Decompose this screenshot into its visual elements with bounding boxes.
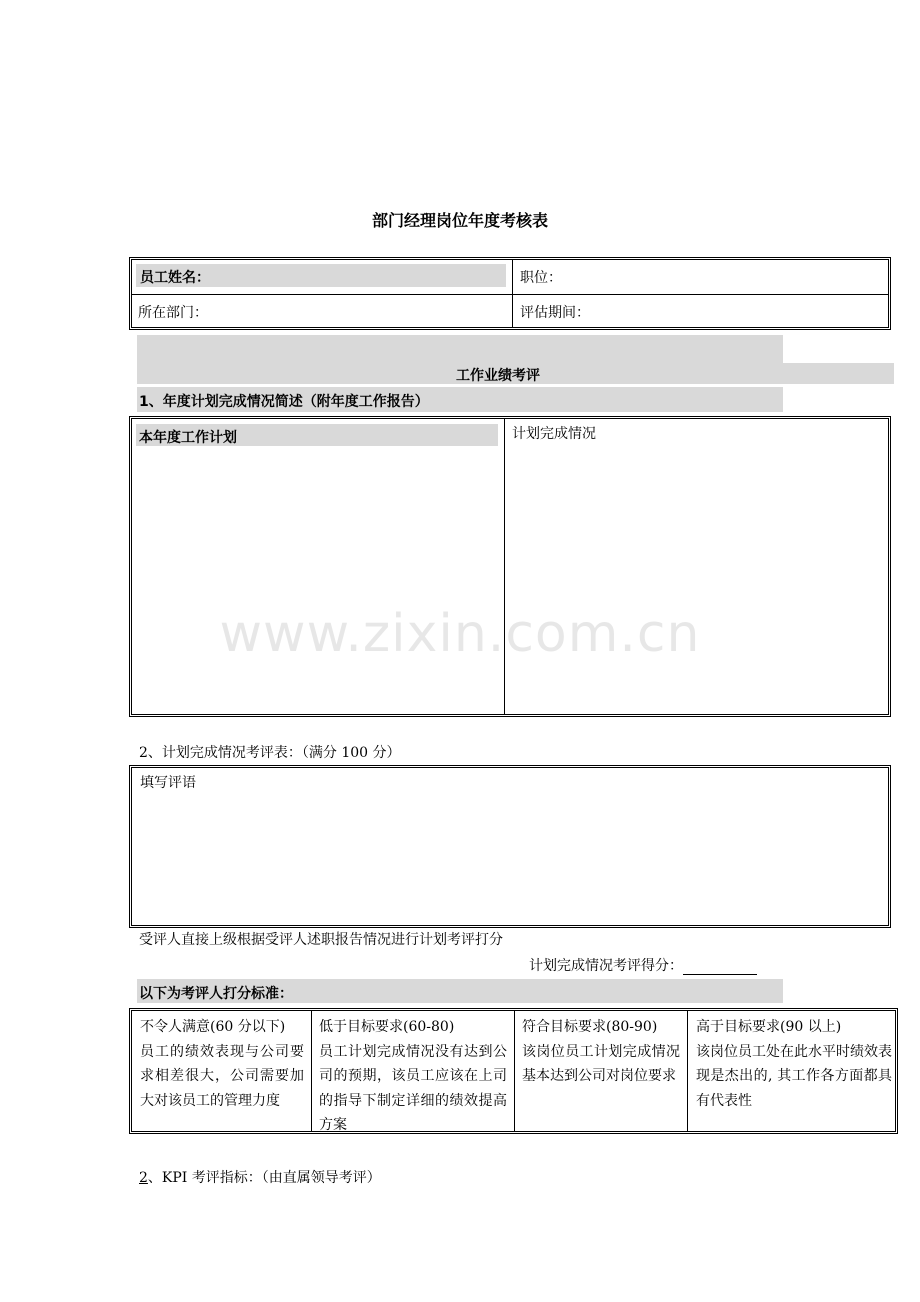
criteria-col-1 bbox=[140, 1015, 304, 1113]
score-label: 计划完成情况考评得分： bbox=[529, 958, 683, 974]
watermark: www.zixin.com.cn bbox=[219, 604, 701, 664]
page-title: 部门经理岗位年度考核表 bbox=[371, 211, 548, 230]
comment-label: 填写评语 bbox=[140, 775, 196, 791]
employee-name-cell bbox=[136, 264, 506, 287]
criteria-col-4 bbox=[696, 1015, 892, 1113]
criteria-col-2-title: 低于目标要求(60-80) bbox=[319, 1019, 455, 1035]
plan-table bbox=[129, 416, 891, 717]
section-band-top bbox=[137, 335, 783, 363]
criteria-heading-bar bbox=[137, 979, 783, 1003]
plan-left-header: 本年度工作计划 bbox=[139, 430, 237, 446]
kpi-text: 、KPI 考评指标：（由直属领导考评） bbox=[147, 1170, 381, 1186]
score-line bbox=[529, 957, 757, 975]
item1-bar bbox=[137, 387, 783, 412]
criteria-col-3-body: 该岗位员工计划完成情况基本达到公司对岗位要求 bbox=[522, 1043, 680, 1084]
criteria-col-2 bbox=[319, 1015, 507, 1138]
period-label: 评估期间： bbox=[520, 305, 590, 321]
kpi-number: 2 bbox=[139, 1170, 148, 1186]
section-heading: 工作业绩考评 bbox=[456, 368, 540, 384]
department-label: 所在部门： bbox=[138, 305, 208, 321]
item1-heading: 1、年度计划完成情况简述（附年度工作报告） bbox=[139, 394, 429, 410]
score-section-heading: 2、计划完成情况考评表：（满分 100 分） bbox=[139, 745, 401, 761]
criteria-col-3-title: 符合目标要求(80-90) bbox=[522, 1019, 658, 1035]
info-table bbox=[129, 257, 891, 330]
plan-right-header: 计划完成情况 bbox=[512, 426, 596, 442]
criteria-col-1-body: 员工的绩效表现与公司要求相差很大，公司需要加大对该员工的管理力度 bbox=[140, 1043, 304, 1109]
score-note: 受评人直接上级根据受评人述职报告情况进行计划考评打分 bbox=[139, 932, 503, 948]
plan-left-header-bg bbox=[136, 424, 498, 446]
kpi-heading bbox=[139, 1169, 381, 1187]
criteria-col-2-body: 员工计划完成情况没有达到公司的预期，该员工应该在上司的指导下制定详细的绩效提高方案 bbox=[319, 1043, 507, 1133]
criteria-col-3 bbox=[522, 1015, 680, 1089]
criteria-heading: 以下为考评人打分标准： bbox=[139, 986, 293, 1002]
criteria-table bbox=[129, 1008, 898, 1134]
comment-box bbox=[129, 765, 891, 928]
employee-name-label: 员工姓名： bbox=[140, 270, 210, 286]
criteria-col-4-body: 该岗位员工处在此水平时绩效表现是杰出的, 其工作各方面都具有代表性 bbox=[696, 1043, 892, 1109]
section-heading-bar bbox=[137, 363, 894, 384]
score-blank bbox=[683, 960, 757, 975]
position-label: 职位： bbox=[520, 270, 562, 286]
criteria-col-1-title: 不令人满意(60 分以下) bbox=[140, 1019, 286, 1035]
criteria-col-4-title: 高于目标要求(90 以上) bbox=[696, 1019, 842, 1035]
